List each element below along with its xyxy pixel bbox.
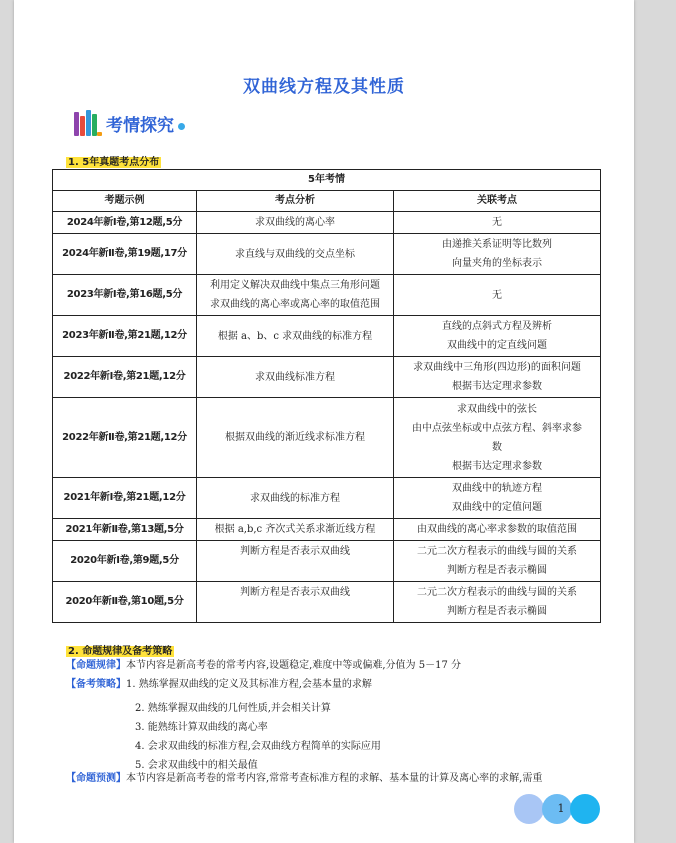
table-row: 2023年新Ⅱ卷,第21题,12分 根据 a、b、c 求双曲线的标准方程 直线的点斜式方程及辨析 双曲线中的定直线问题 xyxy=(53,316,601,357)
page-title: 双曲线方程及其性质 xyxy=(243,77,405,97)
table-row: 2021年新Ⅰ卷,第21题,12分 求双曲线的标准方程 双曲线中的轨迹方程 双曲线中的定值问题 xyxy=(53,478,601,519)
table-row: 2024年新Ⅰ卷,第12题,5分 求双曲线的离心率 无 xyxy=(53,212,601,234)
table-row: 2022年新Ⅰ卷,第21题,12分 求双曲线标准方程 求双曲线中三角形(四边形)的面积问题 根据韦达定理求参数 xyxy=(53,357,601,398)
law-paragraph xyxy=(66,656,461,676)
exam-table xyxy=(52,169,601,623)
col-header-related: 关联考点 xyxy=(394,191,601,212)
law-tag: 【命题规律】 xyxy=(66,660,126,671)
col-header-analysis: 考点分析 xyxy=(197,191,394,212)
forecast-tag: 【命题预测】 xyxy=(66,773,126,784)
law-text: 本节内容是新高考卷的常考内容,设题稳定,难度中等或偏难,分值为 5－17 分 xyxy=(126,660,461,671)
page-indicator xyxy=(514,794,604,824)
table-row: 2020年新Ⅰ卷,第9题,5分 判断方程是否表示双曲线 二元二次方程表示的曲线与圆的关系 判断方程是否表示椭圆 xyxy=(53,541,601,582)
table-row: 2024年新Ⅱ卷,第19题,17分 求直线与双曲线的交点坐标 由递推关系证明等比数列 向量夹角的坐标表示 xyxy=(53,234,601,275)
section1-heading: 1. 5年真题考点分布 xyxy=(68,157,160,168)
table-row: 2023年新Ⅰ卷,第16题,5分 利用定义解决双曲线中集点三角形问题 求双曲线的离心率或离心率的取值范围 无 xyxy=(53,275,601,316)
books-icon xyxy=(74,110,102,136)
forecast-paragraph xyxy=(66,769,542,789)
table-row: 2022年新Ⅱ卷,第21题,12分 根据双曲线的渐近线求标准方程 求双曲线中的弦长 由中点弦坐标或中点弦方程、斜率求参 数 根据韦达定理求参数 xyxy=(53,398,601,478)
forecast-text: 本节内容是新高考卷的常考内容,常常考查标准方程的求解、基本量的计算及离心率的求解,需重 xyxy=(126,773,543,784)
banner-label: 考情探究 xyxy=(106,115,174,136)
document-page xyxy=(14,0,634,843)
col-header-exam: 考题示例 xyxy=(53,191,197,212)
page-number: 1 xyxy=(557,802,565,815)
strategy-item: 1. 熟练掌握双曲线的定义及其标准方程,会基本量的求解 xyxy=(126,679,372,690)
banner-dot-icon xyxy=(178,123,185,130)
pager-circle xyxy=(514,794,544,824)
strategy-item: 5. 会求双曲线中的相关最值 xyxy=(135,760,258,771)
strategy-paragraph xyxy=(66,675,372,695)
strategy-tag: 【备考策略】 xyxy=(66,679,126,690)
section2-heading: 2. 命题规律及备考策略 xyxy=(68,646,173,657)
strategy-item: 3. 能熟练计算双曲线的离心率 xyxy=(135,722,268,733)
table-row: 2020年新Ⅱ卷,第10题,5分 判断方程是否表示双曲线 二元二次方程表示的曲线与圆的关系 判断方程是否表示椭圆 xyxy=(53,582,601,623)
table-row: 2021年新Ⅱ卷,第13题,5分 根据 a,b,c 齐次式关系求渐近线方程 由双曲线的离心率求参数的取值范围 xyxy=(53,519,601,541)
section-banner xyxy=(74,108,185,138)
strategy-item: 4. 会求双曲线的标准方程,会双曲线方程简单的实际应用 xyxy=(135,741,381,752)
table-caption: 5年考情 xyxy=(53,170,601,191)
strategy-item: 2. 熟练掌握双曲线的几何性质,并会相关计算 xyxy=(135,703,331,714)
